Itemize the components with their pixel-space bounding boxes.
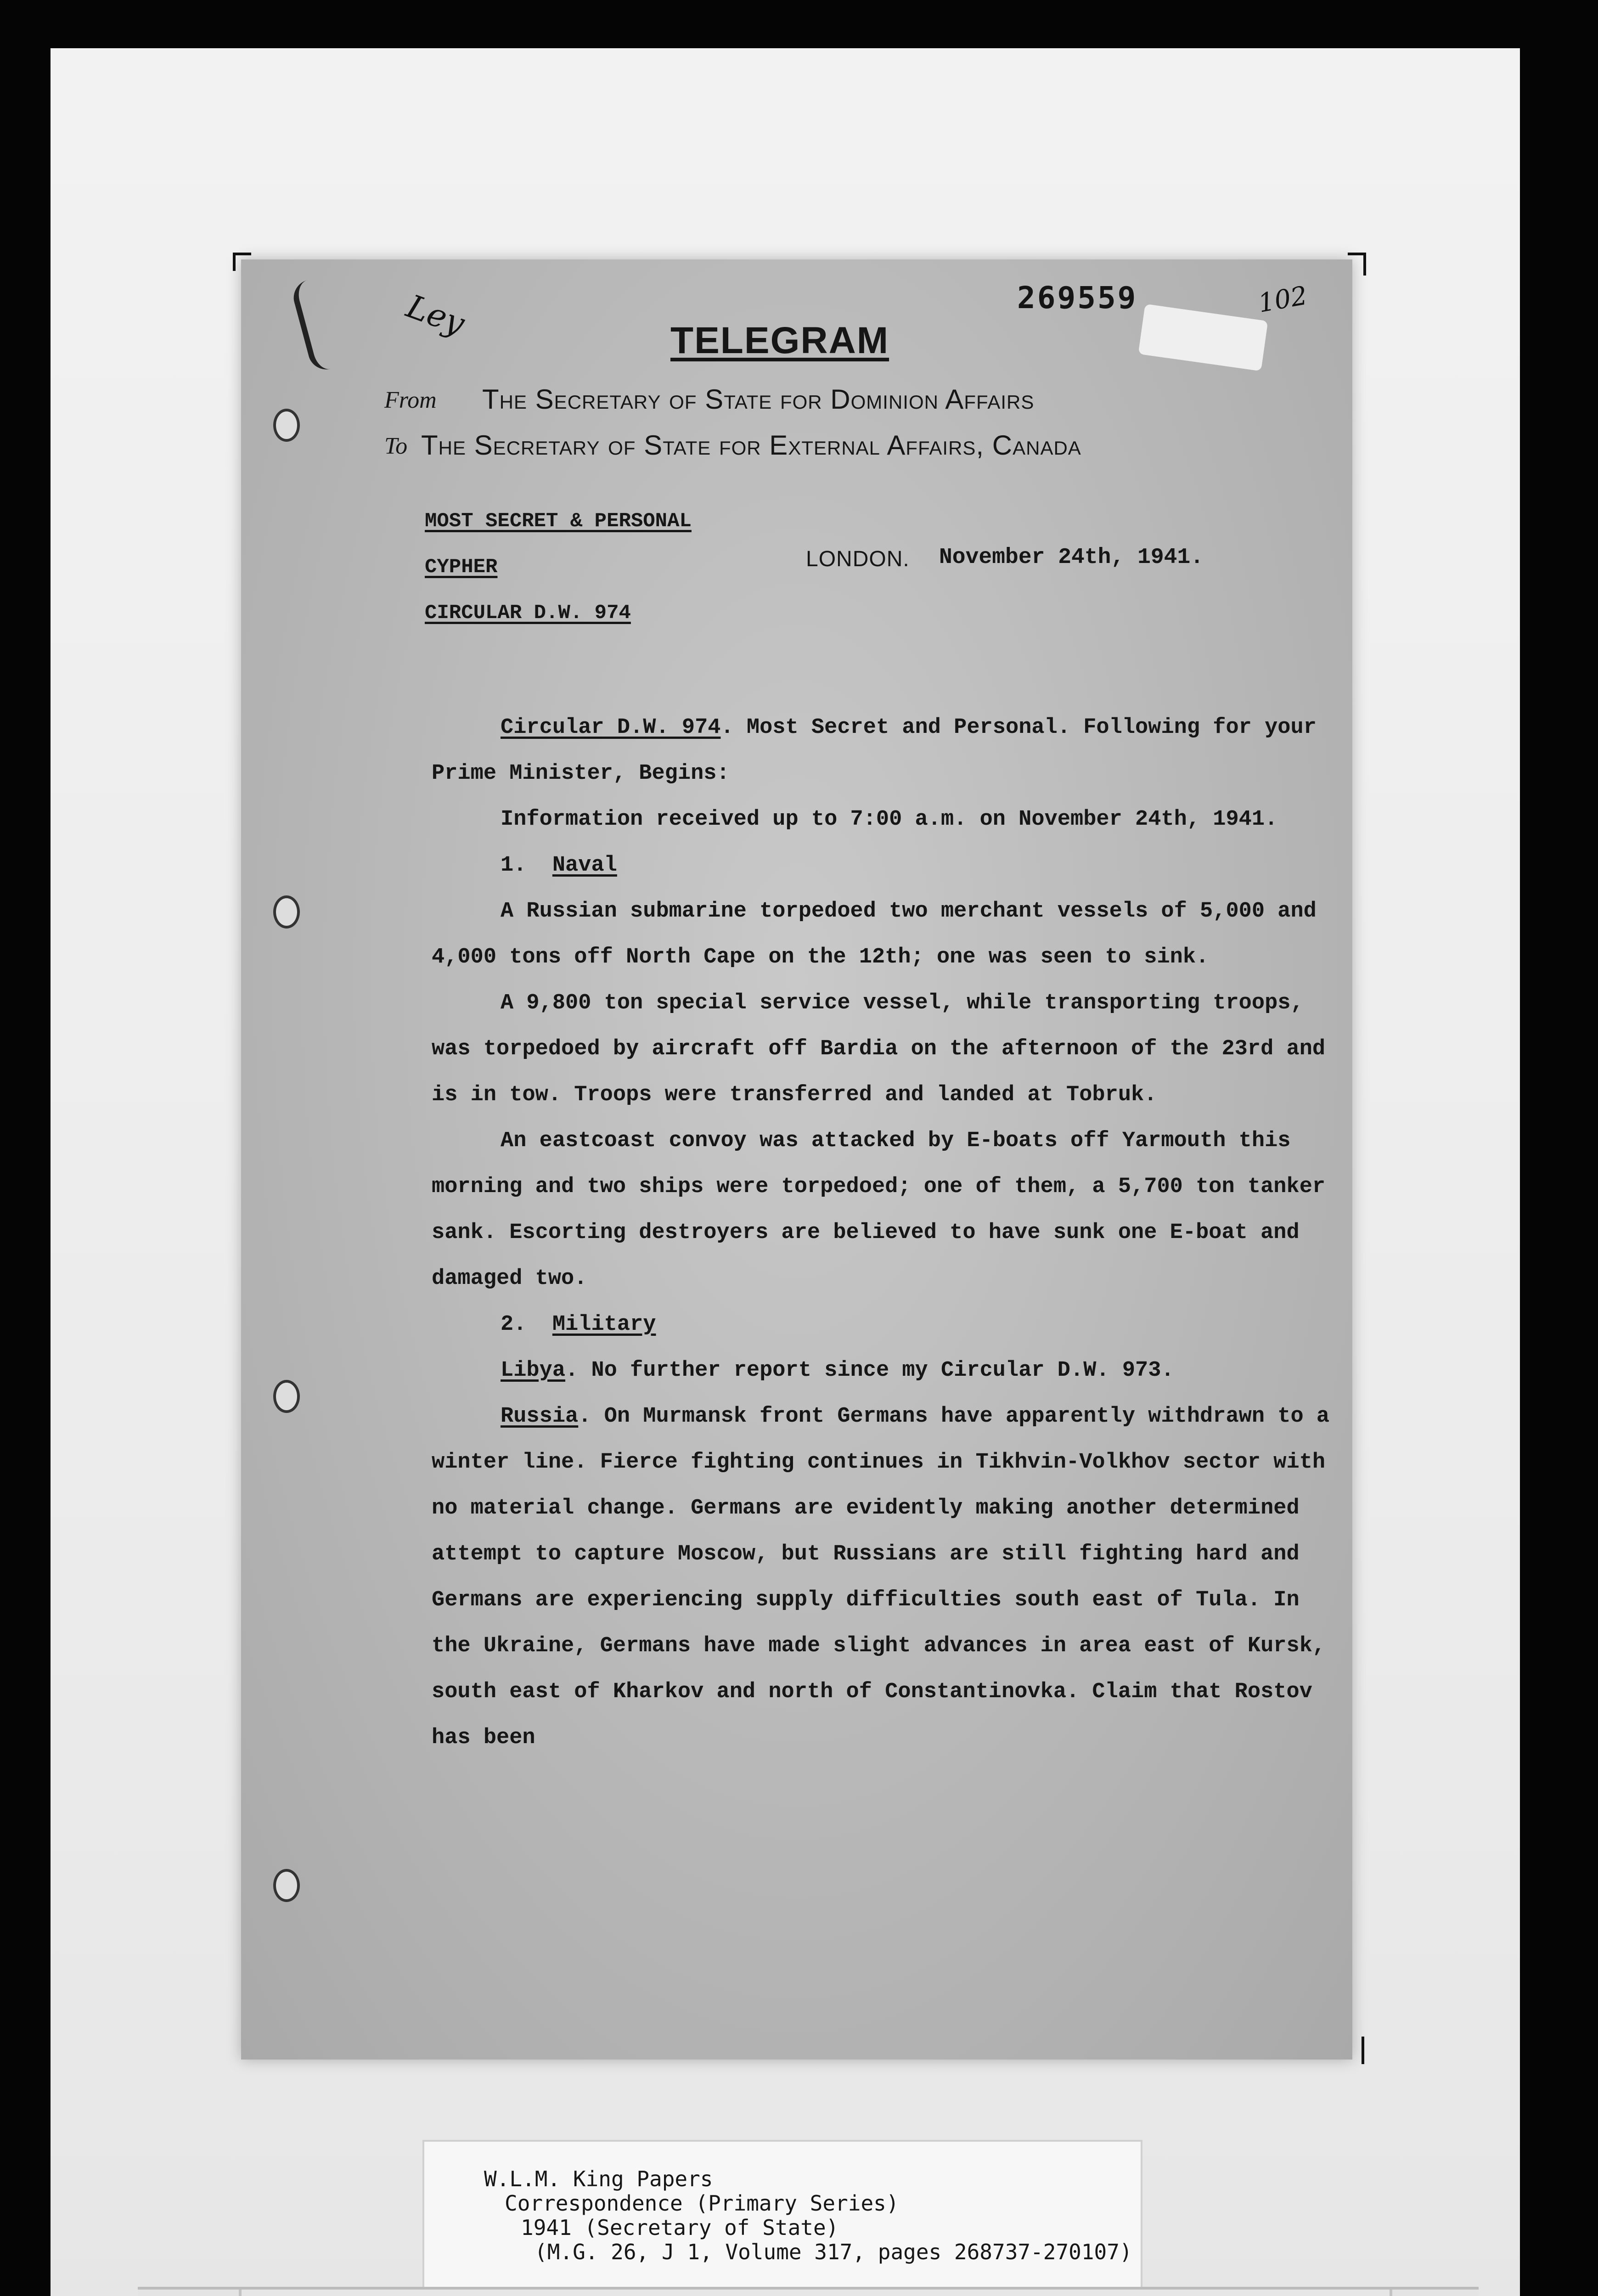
telegram-document [241,259,1352,2060]
intro-text: . Most Secret and Personal. Following for your Prime Minister, Begins: [432,715,1317,786]
to-label: To [384,433,408,459]
message-body [432,705,1341,1761]
classification-line: MOST SECRET & PERSONAL [425,510,692,533]
punch-hole [273,409,300,442]
classification-line: CYPHER [425,556,498,579]
russia-paragraph [432,1394,1341,1761]
military-section-heading [432,1302,1341,1348]
handwritten-note-right: 102 [1256,281,1310,319]
serial-number: 269559 [1017,280,1138,315]
archives-stamp [138,2287,1479,2296]
label-line: W.L.M. King Papers [484,2167,713,2191]
region-label: Libya [501,1358,566,1383]
label-line: (M.G. 26, J 1, Volume 317, pages 268737-270107) [535,2240,1132,2264]
classification-line: CIRCULAR D.W. 974 [425,602,631,625]
archives-panel [239,2290,1392,2296]
label-line: 1941 (Secretary of State) [521,2215,839,2240]
punch-hole [273,1380,300,1413]
intro-paragraph [432,705,1341,797]
corner-mark [233,253,251,255]
punch-hole [273,1869,300,1902]
section-number: 1. [501,853,527,878]
punch-hole [273,895,300,929]
libya-paragraph [432,1348,1341,1394]
archive-label-card [422,2140,1142,2295]
from-text: The Secretary of State for Dominion Affairs [482,384,1035,415]
section-title: Naval [552,853,617,878]
region-text: . No further report since my Circular D.W. 973. [565,1358,1174,1383]
info-line: Information received up to 7:00 a.m. on November 24th, 1941. [501,807,1278,832]
naval-paragraph: A 9,800 ton special service vessel, while transporting troops, was torpedoed by aircraft off Bardia on the afternoon of the 23rd and is in tow. Troops were transferred and landed at Tobruk. [432,991,1326,1107]
location: LONDON. [806,547,910,571]
naval-section-heading [432,843,1341,889]
naval-paragraph: An eastcoast convoy was attacked by E-boats off Yarmouth this morning and two ships were torpedoed; one of them, a 5,700 ton tanker sank. Escorting destroyers are believed to have sunk one E-boat and damaged two. [432,1129,1326,1291]
handwritten-note-left: Ley [401,287,470,343]
staple-mark [290,274,354,374]
from-label: From [384,387,437,413]
section-number: 2. [501,1312,527,1337]
naval-paragraph: A Russian submarine torpedoed two merchant vessels of 5,000 and 4,000 tons off North Cape on the 12th; one was seen to sink. [432,899,1317,969]
circular-reference: Circular D.W. 974 [501,715,721,740]
date: November 24th, 1941. [939,545,1204,570]
to-text: The Secretary of State for External Affairs, Canada [421,430,1081,461]
label-line: Correspondence (Primary Series) [505,2191,899,2216]
corner-mark [233,253,236,271]
region-label: Russia [501,1404,579,1429]
corner-mark [1362,2037,1364,2064]
tape-patch [1138,304,1268,371]
document-title: TELEGRAM [670,320,889,361]
corner-mark [1363,253,1366,276]
region-text: . On Murmansk front Germans have apparently withdrawn to a winter line. Fierce fighting continues in Tikhvin-Volkhov sector with no material change. Germans are evidently making another determined attempt to capture Moscow, but Russians are still fighting hard and Germans are experiencing supply difficulties south east of Tula. In the Ukraine, Germans have made slight advances in area east of Kursk, south east of Kharkov and north of Constantinovka. Claim that Rostov has been [432,1404,1330,1750]
section-title: Military [552,1312,656,1337]
